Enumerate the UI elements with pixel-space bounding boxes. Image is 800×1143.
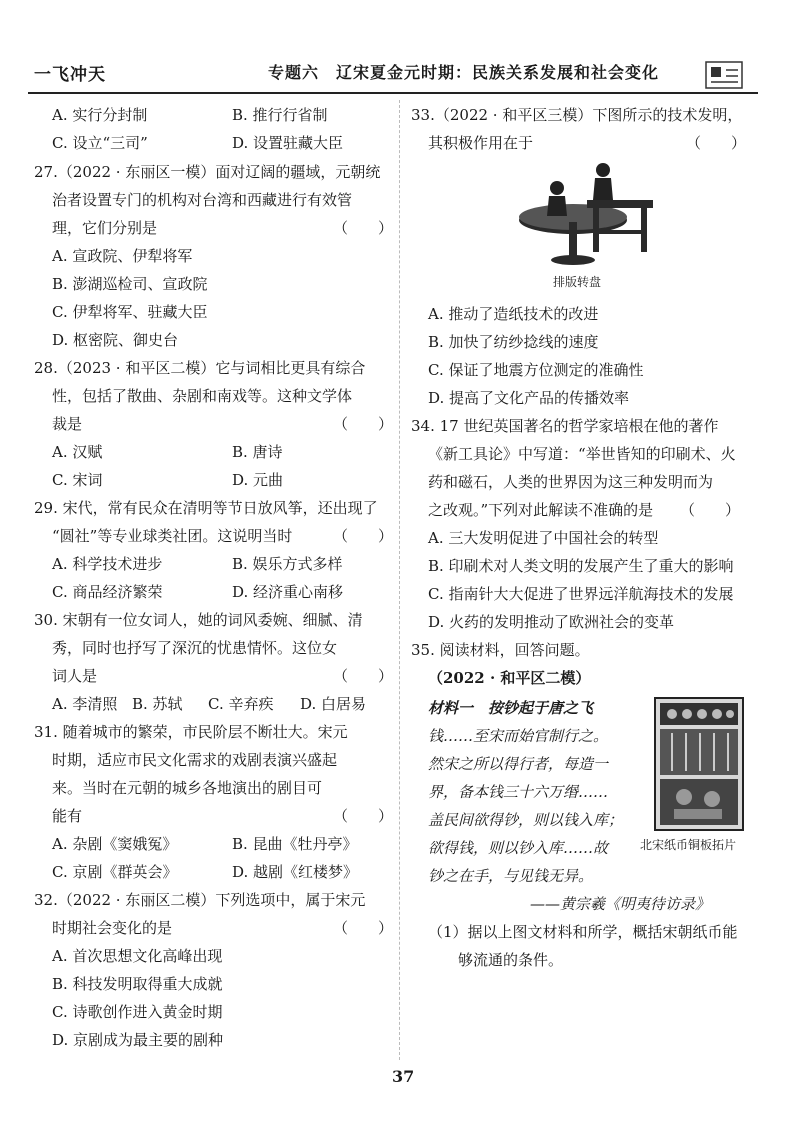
q33-option-a: A. 推动了造纸技术的改进 — [428, 305, 599, 323]
q35-material-line: 盖民间欲得钞，则以钱入库； — [428, 811, 624, 829]
q33-answer-paren: （ ） — [686, 134, 747, 152]
q34-option-d: D. 火药的发明推动了欧洲社会的变革 — [428, 613, 675, 631]
q30-stem-line: 词人是 — [52, 667, 98, 685]
q30-option-b: B. 苏轼 — [132, 695, 183, 713]
q31-stem-line: 能有 — [52, 807, 83, 825]
q34-stem-line: 《新工具论》中写道：“举世皆知的印刷术、火 — [428, 445, 736, 463]
header-title: 专题六 辽宋夏金元时期：民族关系发展和社会变化 — [268, 63, 660, 82]
q35-intro: 35. 阅读材料，回答问题。 — [411, 641, 590, 659]
q32-option-d: D. 京剧成为最主要的剧种 — [52, 1031, 224, 1049]
q32-option-b: B. 科技发明取得重大成就 — [52, 975, 223, 993]
q32-option-a: A. 首次思想文化高峰出现 — [52, 947, 223, 965]
q31-stem-line: 来。当时在元朝的城乡各地演出的剧目可 — [52, 779, 323, 797]
column-divider — [399, 100, 400, 1060]
q28-stem-line: 裁是 — [52, 415, 83, 433]
q35-material-line: 然宋之所以得行者，每造一 — [428, 755, 609, 773]
q30-option-a: A. 李清照 — [52, 695, 118, 713]
q29-stem-line: 29. 宋代，常有民众在清明等节日放风筝，还出现了 — [34, 499, 378, 517]
q29-option-b: B. 娱乐方式多样 — [232, 555, 343, 573]
q35-subquestion-line: （1）据以上图文材料和所学，概括宋朝纸币能 — [428, 923, 738, 941]
header-decoration-icon — [702, 58, 746, 92]
q34-stem-line: 34. 17 世纪英国著名的哲学家培根在他的著作 — [411, 417, 719, 435]
q33-option-c: C. 保证了地震方位测定的准确性 — [428, 361, 644, 379]
q26-option-b: B. 推行行省制 — [232, 106, 328, 124]
q29-option-a: A. 科学技术进步 — [52, 555, 163, 573]
q29-answer-paren: （ ） — [333, 527, 394, 545]
header-rule — [28, 92, 758, 94]
q33-option-b: B. 加快了纺纱捻线的速度 — [428, 333, 599, 351]
q30-stem-line: 秀，同时也抒写了深沉的忧患情怀。这位女 — [52, 639, 338, 657]
q31-stem-line: 31. 随着城市的繁荣，市民阶层不断壮大。宋元 — [34, 723, 348, 741]
q33-option-d: D. 提高了文化产品的传播效率 — [428, 389, 630, 407]
q27-stem-line: 治者设置专门的机构对台湾和西藏进行有效管 — [52, 191, 353, 209]
q33-figure-caption: 排版转盘 — [553, 275, 602, 289]
q35-material-line: 界，备本钱三十六万缗…… — [428, 783, 609, 801]
q34-answer-paren: （ ） — [680, 501, 741, 519]
q28-option-c: C. 宋词 — [52, 471, 103, 489]
q27-option-c: C. 伊犁将军、驻藏大臣 — [52, 303, 208, 321]
q32-stem-line: 32.（2022 · 东丽区二模）下列选项中，属于宋元 — [34, 891, 366, 909]
banknote-rubbing-image — [654, 697, 744, 831]
q26-option-c: C. 设立“三司” — [52, 134, 148, 152]
q31-option-a: A. 杂剧《窦娥冤》 — [52, 835, 178, 853]
q26-option-d: D. 设置驻藏大臣 — [232, 134, 344, 152]
q33-stem-line: 33.（2022 · 和平区三模）下图所示的技术发明， — [411, 106, 743, 124]
q29-option-c: C. 商品经济繁荣 — [52, 583, 163, 601]
q35-attribution: ——黄宗羲《明夷待访录》 — [530, 895, 711, 913]
q31-stem-line: 时期，适应市民文化需求的戏剧表演兴盛起 — [52, 751, 338, 769]
q28-option-d: D. 元曲 — [232, 471, 284, 489]
q31-answer-paren: （ ） — [333, 807, 394, 825]
q35-material-line: 欲得钱，则以钞入库……故 — [428, 839, 609, 857]
q35-material-line: 钱……至宋而始官制行之。 — [428, 727, 609, 745]
q32-option-c: C. 诗歌创作进入黄金时期 — [52, 1003, 223, 1021]
banknote-image-caption: 北宋纸币铜板拓片 — [640, 838, 737, 852]
q28-option-a: A. 汉赋 — [52, 443, 103, 461]
q30-answer-paren: （ ） — [333, 667, 394, 685]
q35-material-line: 钞之在手，与见钱无异。 — [428, 867, 594, 885]
q29-option-d: D. 经济重心南移 — [232, 583, 344, 601]
q34-stem-line: 药和磁石，人类的世界因为这三种发明而为 — [428, 473, 714, 491]
q27-stem-line: 理，它们分别是 — [52, 219, 158, 237]
q31-option-d: D. 越剧《红楼梦》 — [232, 863, 359, 881]
q30-option-c: C. 辛弃疾 — [208, 695, 274, 713]
header-brand: 一飞冲天 — [34, 65, 106, 85]
q32-stem-line: 时期社会变化的是 — [52, 919, 173, 937]
q34-option-b: B. 印刷术对人类文明的发展产生了重大的影响 — [428, 557, 734, 575]
q32-answer-paren: （ ） — [333, 919, 394, 937]
q34-option-a: A. 三大发明促进了中国社会的转型 — [428, 529, 659, 547]
q28-stem-line: 28.（2023 · 和平区二模）它与词相比更具有综合 — [34, 359, 366, 377]
q33-stem-line: 其积极作用在于 — [428, 134, 534, 152]
q30-option-d: D. 白居易 — [300, 695, 367, 713]
q30-stem-line: 30. 宋朝有一位女词人，她的词风委婉、细腻、清 — [34, 611, 363, 629]
q26-option-a: A. 实行分封制 — [52, 106, 148, 124]
typesetting-wheel-figure — [505, 160, 665, 280]
q29-stem-line: “圆社”等专业球类社团。这说明当时 — [52, 527, 293, 545]
q35-subquestion-line: 够流通的条件。 — [458, 951, 564, 969]
q31-option-b: B. 昆曲《牡丹亭》 — [232, 835, 358, 853]
q28-answer-paren: （ ） — [333, 415, 394, 433]
q34-stem-line: 之改观。”下列对此解读不准确的是 — [428, 501, 654, 519]
q31-option-c: C. 京剧《群英会》 — [52, 863, 178, 881]
q27-answer-paren: （ ） — [333, 219, 394, 237]
q27-option-a: A. 宣政院、伊犁将军 — [52, 247, 193, 265]
q28-option-b: B. 唐诗 — [232, 443, 283, 461]
q35-material-line: 材料一 按钞起于唐之飞 — [428, 699, 594, 717]
q27-stem-line: 27.（2022 · 东丽区一模）面对辽阔的疆域，元朝统 — [34, 163, 381, 181]
q27-option-b: B. 澎湖巡检司、宣政院 — [52, 275, 208, 293]
q28-stem-line: 性，包括了散曲、杂剧和南戏等。这种文学体 — [52, 387, 353, 405]
q34-option-c: C. 指南针大大促进了世界远洋航海技术的发展 — [428, 585, 734, 603]
page-number: 37 — [392, 1067, 415, 1086]
q35-source: （2022 · 和平区二模） — [428, 669, 591, 687]
q27-option-d: D. 枢密院、御史台 — [52, 331, 179, 349]
